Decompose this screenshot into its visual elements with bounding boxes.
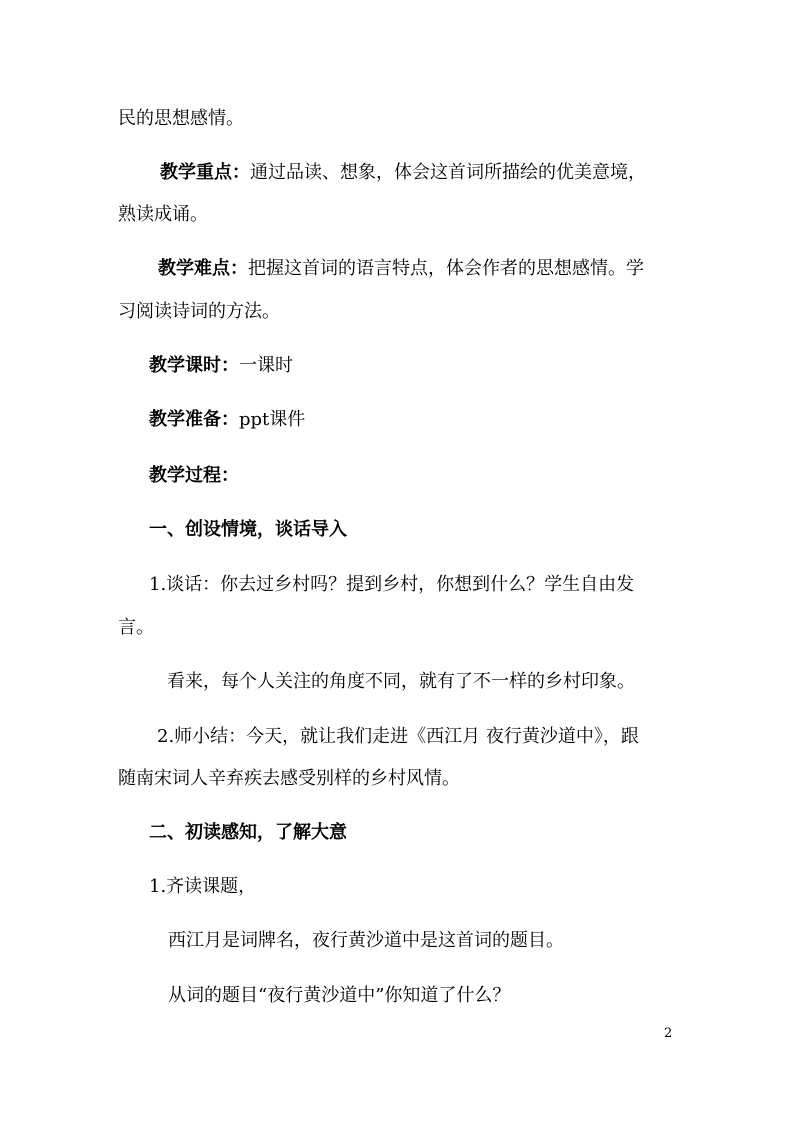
teaching-prep-label: 教学准备： [149, 409, 239, 430]
teaching-focus-text: 通过品读、想象，体会这首词所描绘的优美意境， [250, 162, 646, 183]
section-1-item-2: 2.师小结：今天，就让我们走进《西江月 夜行黄沙道中》，跟 [157, 726, 639, 747]
teaching-focus [160, 161, 646, 185]
continuation-text: 民的思想感情。 [118, 108, 244, 129]
teaching-focus-label: 教学重点： [160, 162, 250, 183]
section-1-item-1: 1.谈话：你去过乡村吗？提到乡村，你想到什么？学生自由发 [149, 574, 635, 595]
teaching-prep-text: ppt课件 [239, 409, 306, 430]
teaching-focus-cont [118, 203, 208, 227]
section-2-item-1: 1.齐读课题， [149, 876, 257, 897]
teaching-hours-text: 一课时 [239, 355, 293, 376]
teaching-process-heading: 教学过程： [149, 465, 239, 486]
teaching-difficulty-text-2: 习阅读诗词的方法。 [118, 301, 280, 322]
teaching-difficulty-text: 把握这首词的语言特点，体会作者的思想感情。学 [248, 258, 644, 279]
section-2-line-b: 从词的题目“夜行黄沙道中”你知道了什么？ [168, 985, 511, 1006]
section-2-heading: 二、初读感知，了解大意 [149, 822, 347, 843]
section-2-line-a: 西江月是词牌名，夜行黄沙道中是这首词的题目。 [168, 930, 564, 951]
continuation-line [118, 107, 244, 131]
section-1-item-2-cont: 随南宋词人辛弃疾去感受别样的乡村风情。 [118, 768, 460, 789]
teaching-difficulty [158, 257, 644, 281]
teaching-hours [149, 354, 293, 378]
teaching-difficulty-cont [118, 300, 280, 324]
section-1-remark: 看来，每个人关注的角度不同，就有了不一样的乡村印象。 [167, 671, 635, 692]
teaching-prep [149, 408, 305, 432]
page-number: 2 [664, 1026, 673, 1041]
teaching-difficulty-label: 教学难点： [158, 258, 248, 279]
teaching-focus-text-2: 熟读成诵。 [118, 204, 208, 225]
teaching-hours-label: 教学课时： [149, 355, 239, 376]
section-1-item-1-cont: 言。 [118, 617, 154, 638]
section-1-heading: 一、创设情境，谈话导入 [149, 519, 347, 540]
